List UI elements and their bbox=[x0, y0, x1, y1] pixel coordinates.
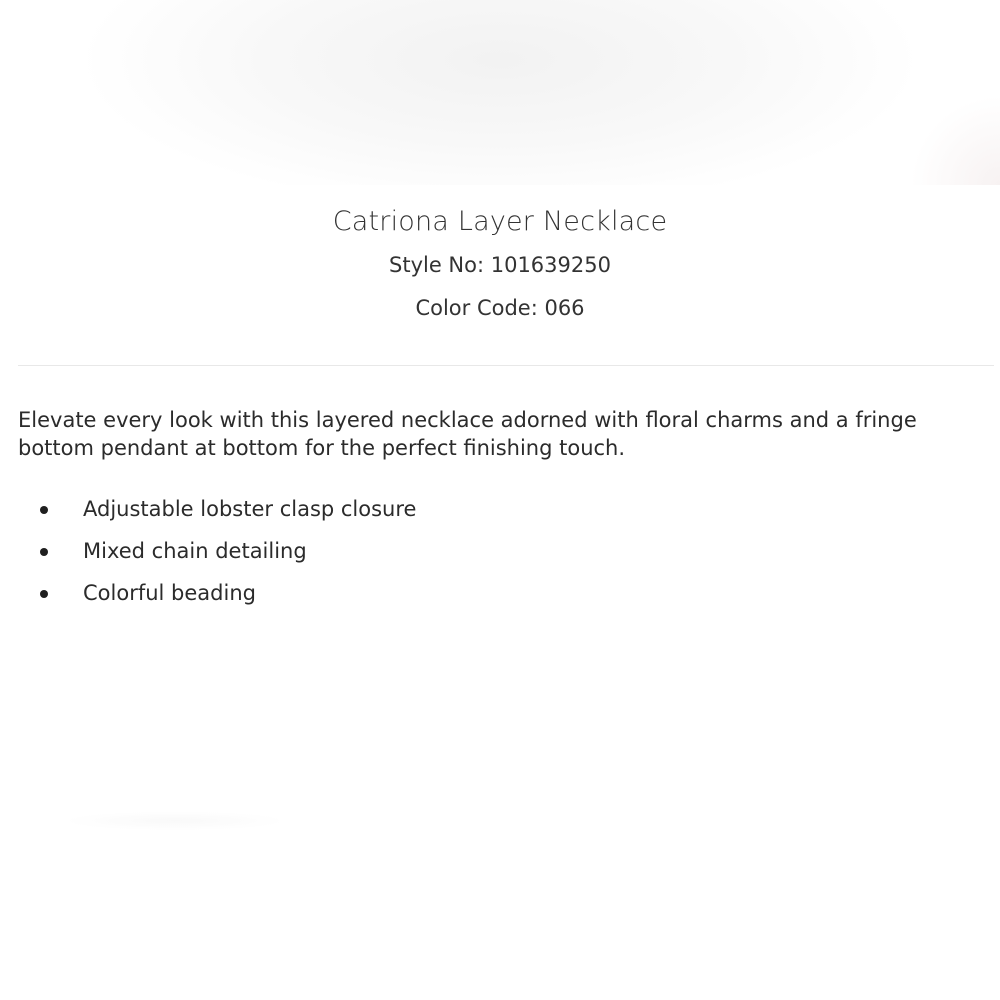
feature-list bbox=[18, 488, 918, 614]
style-number: Style No: 101639250 bbox=[389, 253, 611, 277]
product-header bbox=[0, 200, 1000, 330]
feature-label: Adjustable lobster clasp closure bbox=[83, 497, 417, 521]
product-image-edge bbox=[910, 95, 1000, 185]
bullet-icon bbox=[40, 590, 48, 598]
section-divider bbox=[18, 365, 994, 366]
product-title: Catriona Layer Necklace bbox=[332, 206, 668, 237]
product-description: Elevate every look with this layered necklace adorned with floral charms and a fringe bottom pendant at bottom for the perfect finishing touch. bbox=[18, 408, 917, 460]
product-image[interactable] bbox=[0, 0, 1000, 185]
feature-label: Mixed chain detailing bbox=[83, 539, 307, 563]
bullet-icon bbox=[40, 548, 48, 556]
background-shadow bbox=[70, 812, 280, 830]
list-item bbox=[18, 572, 918, 614]
color-code: Color Code: 066 bbox=[415, 296, 585, 320]
list-item bbox=[18, 488, 918, 530]
list-item bbox=[18, 530, 918, 572]
bullet-icon bbox=[40, 506, 48, 514]
feature-label: Colorful beading bbox=[83, 581, 256, 605]
